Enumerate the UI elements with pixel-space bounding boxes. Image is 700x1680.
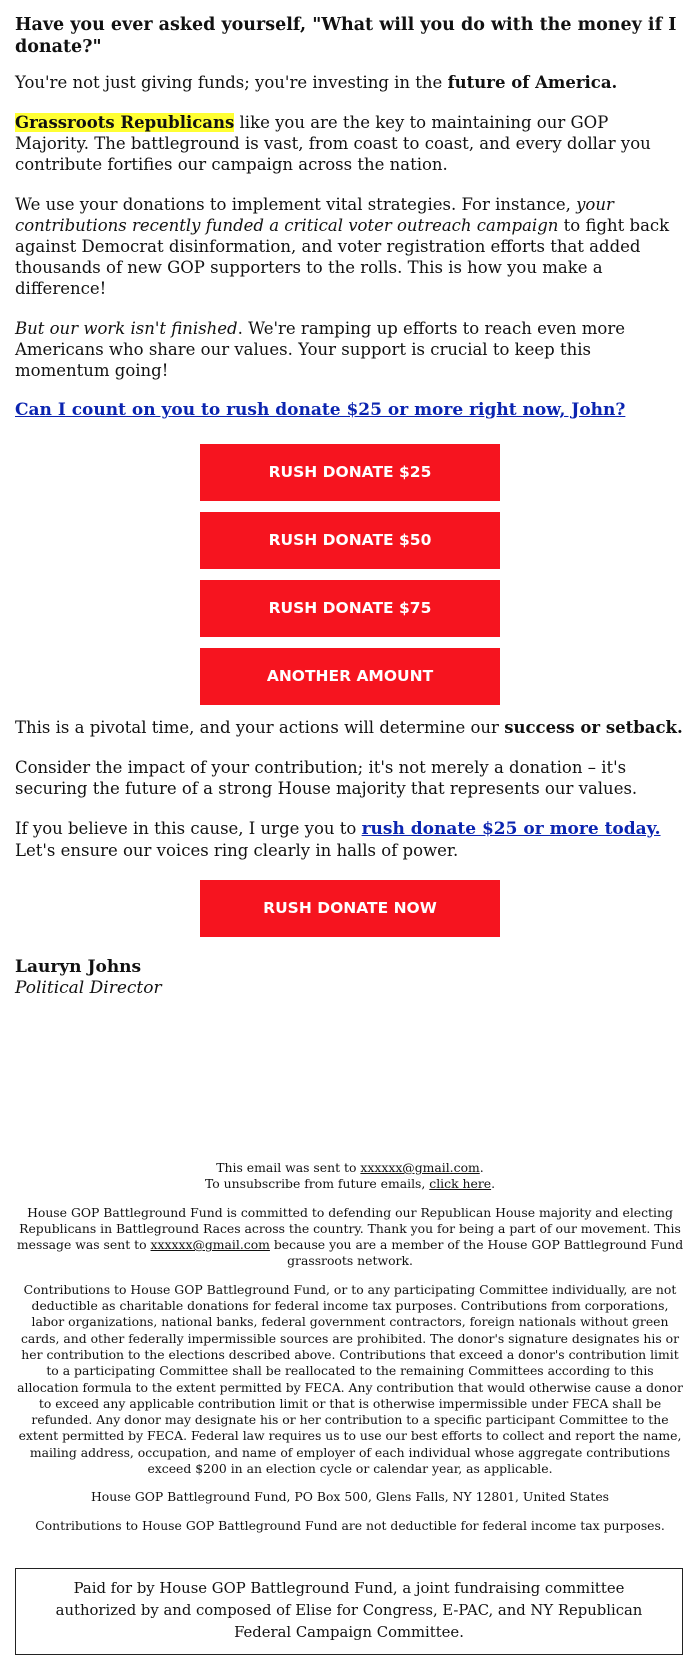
- footer-mission: House GOP Battleground Fund is committed to defending our Republican House majority and electing Republicans in Battleground Races across the country. Thank you for being a part of our movement. This message was sent to xxxxxx@gmail.com because you are a member of the House GOP Battleground Fund grassroots network.: [16, 1204, 684, 1269]
- footer-not-deductible: Contributions to House GOP Battleground Fund are not deductible for federal income tax purposes.: [35, 1517, 665, 1533]
- footer-mission-email-link[interactable]: xxxxxx@gmail.com: [150, 1237, 270, 1253]
- signer-title: Political Director: [15, 978, 162, 998]
- donate-button-group: [200, 444, 500, 705]
- paid-for-disclaimer: Paid for by House GOP Battleground Fund, a joint fundraising committee authorized by and composed of Elise for Congress, E-PAC, and NY Republican Federal Campaign Committee.: [15, 1568, 683, 1655]
- footer-legal: Contributions to House GOP Battleground Fund, or to any participating Committee individually, are not deductible as charitable donations for federal income tax purposes. Contributions from corporations, labor organizations, national banks, federal government contractors, foreign nationals without green cards, and other federally impermissible sources are prohibited. The donor's signature designates his or her contribution to the elections described above. Contributions that exceed a donor's contribution limit to a participating Committee shall be reallocated to the remaining Committees according to this allocation formula to the extent permitted by FECA. Any contribution that would otherwise cause a donor to exceed any applicable contribution limit or that is otherwise impermissible under FECA shall be refunded. Any donor may designate his or her contribution to a specific participant Committee to the extent permitted by FECA. Federal law requires us to use our best efforts to collect and report the name, mailing address, occupation, and name of employer of each individual whose aggregate contributions exceed $200 in an election cycle or calendar year, as applicable.: [17, 1281, 683, 1477]
- email-body: [15, 14, 685, 999]
- cta-link[interactable]: Can I count on you to rush donate $25 or more right now, John?: [15, 400, 626, 420]
- headline: Have you ever asked yourself, "What will you do with the money if I donate?": [15, 15, 677, 57]
- paragraph-impact: Consider the impact of your contribution; it's not merely a donation – it's securing the future of a strong House majority that represents our values.: [15, 758, 638, 798]
- paragraph-grassroots: Grassroots Republicans like you are the key to maintaining our GOP Majority. The battleground is vast, from coast to coast, and every dollar you contribute fortifies our campaign across the nation.: [15, 113, 651, 174]
- paragraph-future: You're not just giving funds; you're investing in the future of America.: [15, 73, 618, 92]
- footer-address: House GOP Battleground Fund, PO Box 500, Glens Falls, NY 12801, United States: [90, 1489, 610, 1505]
- donate-now-button[interactable]: RUSH DONATE NOW: [200, 880, 500, 937]
- footer-sent-to: This email was sent to xxxxxx@gmail.com. To unsubscribe from future emails, click here.: [204, 1160, 496, 1192]
- signature: [15, 957, 685, 999]
- paragraph-momentum: But our work isn't finished. We're ramping up efforts to reach even more Americans who share our values. Your support is crucial to keep this momentum going!: [15, 319, 626, 380]
- paragraph-strategies: We use your donations to implement vital strategies. For instance, your contributions recently funded a critical voter outreach campaign to fight back against Democrat disinformation, and voter registration efforts that added thousands of new GOP supporters to the rolls. This is how you make a difference!: [15, 195, 670, 298]
- highlighted-text: Grassroots Republicans: [15, 113, 235, 132]
- paragraph-urge: If you believe in this cause, I urge you to rush donate $25 or more today. Let's ensure our voices ring clearly in halls of power.: [15, 819, 661, 860]
- footer-email-link[interactable]: xxxxxx@gmail.com: [360, 1160, 480, 1175]
- donate-now-group: [200, 880, 500, 937]
- donate-50-button[interactable]: RUSH DONATE $50: [200, 512, 500, 569]
- footer: [15, 1160, 685, 1546]
- unsubscribe-link[interactable]: click here: [429, 1176, 492, 1192]
- donate-25-button[interactable]: RUSH DONATE $25: [200, 444, 500, 501]
- inline-donate-link[interactable]: rush donate $25 or more today.: [361, 819, 661, 839]
- another-amount-button[interactable]: ANOTHER AMOUNT: [200, 648, 500, 705]
- signer-name: Lauryn Johns: [15, 957, 142, 977]
- paragraph-pivotal: This is a pivotal time, and your actions will determine our success or setback.: [15, 718, 683, 737]
- donate-75-button[interactable]: RUSH DONATE $75: [200, 580, 500, 637]
